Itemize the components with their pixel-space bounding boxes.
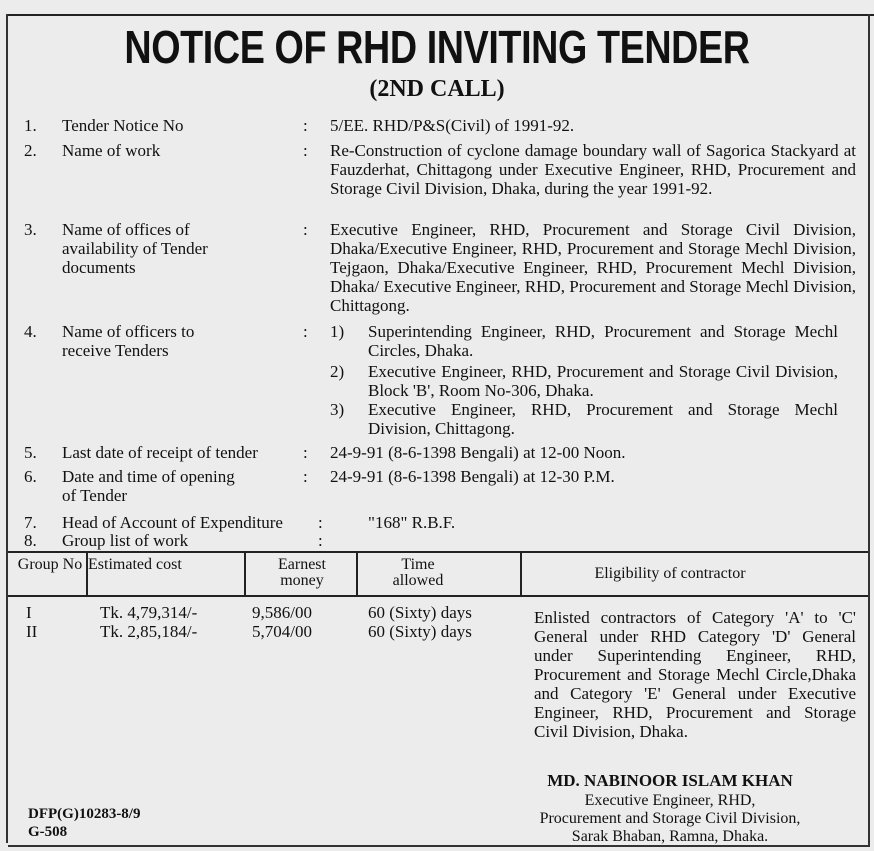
officer-number: 1) (330, 322, 345, 341)
signatory-name: MD. NABINOOR ISLAM KHAN (547, 771, 793, 790)
item-label: Tender Notice No (62, 116, 184, 135)
item-colon: : (318, 513, 323, 532)
item-number: 8. (24, 531, 37, 550)
reference-number: G-508 (28, 824, 68, 840)
item-last-date (0, 443, 874, 463)
item-label: Date and time of opening of Tender (62, 467, 235, 505)
column-divider (244, 552, 246, 596)
item-opening-date (0, 467, 874, 507)
signatory-address: Sarak Bhaban, Ramna, Dhaka. (571, 828, 769, 845)
item-value: 24-9-91 (8-6-1398 Bengali) at 12-30 P.M. (330, 467, 615, 486)
item-value: Executive Engineer, RHD, Procurement and Storage Civil Division, Dhaka/Executive Engineer, RHD, Procurement and Storage Mechl Division, Tejgaon, Dhaka/Executive Engineer, RHD, Procurement Mechl Division, Dhaka/ Executive Engineer, RHD, Procurement and Storage Mechl Division, Chittagong. (330, 220, 856, 315)
item-colon: : (303, 220, 308, 239)
item-value: 5/EE. RHD/P&S(Civil) of 1991-92. (330, 116, 575, 135)
item-value: 24-9-91 (8-6-1398 Bengali) at 12-00 Noon. (330, 443, 626, 462)
item-colon: : (303, 443, 308, 462)
signatory-division: Procurement and Storage Civil Division, (539, 810, 801, 827)
row-group: I (26, 603, 32, 622)
item-colon: : (303, 116, 308, 135)
row-cost: Tk. 4,79,314/- (100, 603, 198, 622)
item-label: Name of officers to receive Tenders (62, 322, 195, 360)
column-divider (520, 552, 522, 596)
item-label: Head of Account of Expenditure (62, 513, 283, 532)
item-number: 1. (24, 116, 37, 135)
item-label: Group list of work (62, 531, 189, 550)
item-tender-no (0, 116, 874, 136)
item-colon: : (318, 531, 323, 550)
item-name-of-work (0, 141, 874, 221)
item-value: Re-Construction of cyclone damage boundary wall of Sagorica Stackyard at Fauzderhat, Chittagong under Executive Engineer, RHD, Procurement and Storage Civil Division, Dhaka, during the year 1991-92. (330, 141, 856, 198)
header-time-allowed: Time allowed (392, 556, 444, 589)
row-group: II (26, 622, 38, 641)
row-time: 60 (Sixty) days (368, 622, 472, 641)
table-header-rule (8, 595, 868, 597)
header-group-no: Group No (17, 556, 83, 573)
signatory-designation: Executive Engineer, RHD, (584, 792, 756, 809)
item-number: 7. (24, 513, 37, 532)
item-label: Name of offices of availability of Tender documents (62, 220, 208, 277)
item-number: 4. (24, 322, 37, 341)
header-eligibility: Eligibility of contractor (594, 565, 746, 582)
item-colon: : (303, 322, 308, 341)
officer-number: 3) (330, 400, 345, 419)
row-time: 60 (Sixty) days (368, 603, 472, 622)
table-top-rule (8, 551, 868, 553)
officers-list (330, 322, 856, 440)
reference-code: DFP(G)10283-8/9 (28, 806, 141, 822)
notice-subtitle: (2ND CALL) (369, 76, 505, 102)
eligibility-text: Enlisted contractors of Category 'A' to 'C' General under RHD Category 'D' General under Superintending Engineer, RHD, Procurement and Storage Mechl Circle,Dhaka and Category 'E' General under Executive Engineer, RHD, Procurement and Storage Civil Division, Dhaka. (534, 608, 856, 741)
item-number: 6. (24, 467, 37, 486)
item-head-of-account (0, 513, 874, 533)
item-number: 5. (24, 443, 37, 462)
item-officers-receive (0, 322, 874, 440)
item-label: Name of work (62, 141, 161, 160)
officer-text: Executive Engineer, RHD, Procurement and Storage Civil Division, Block 'B', Room No-306, Dhaka. (368, 362, 838, 400)
column-divider (356, 552, 358, 596)
item-colon: : (303, 467, 308, 486)
item-number: 3. (24, 220, 37, 239)
officer-text: Superintending Engineer, RHD, Procurement and Storage Mechl Circles, Dhaka. (368, 322, 838, 360)
notice-title: NOTICE OF RHD INVITING TENDER (124, 21, 750, 73)
row-money: 9,586/00 (252, 603, 312, 622)
row-money: 5,704/00 (252, 622, 312, 641)
header-estimated-cost: Estimated cost (88, 556, 182, 573)
frame-top (8, 14, 874, 16)
item-label: Last date of receipt of tender (62, 443, 258, 462)
item-number: 2. (24, 141, 37, 160)
row-cost: Tk. 2,85,184/- (100, 622, 198, 641)
item-group-list (0, 531, 874, 551)
officer-number: 2) (330, 362, 345, 381)
item-colon: : (303, 141, 308, 160)
officer-text: Executive Engineer, RHD, Procurement and Storage Mechl Division, Chittagong. (368, 400, 838, 438)
header-earnest-money: Earnest money (278, 556, 326, 589)
item-offices-availability (0, 220, 874, 320)
item-value: "168" R.B.F. (368, 513, 456, 532)
